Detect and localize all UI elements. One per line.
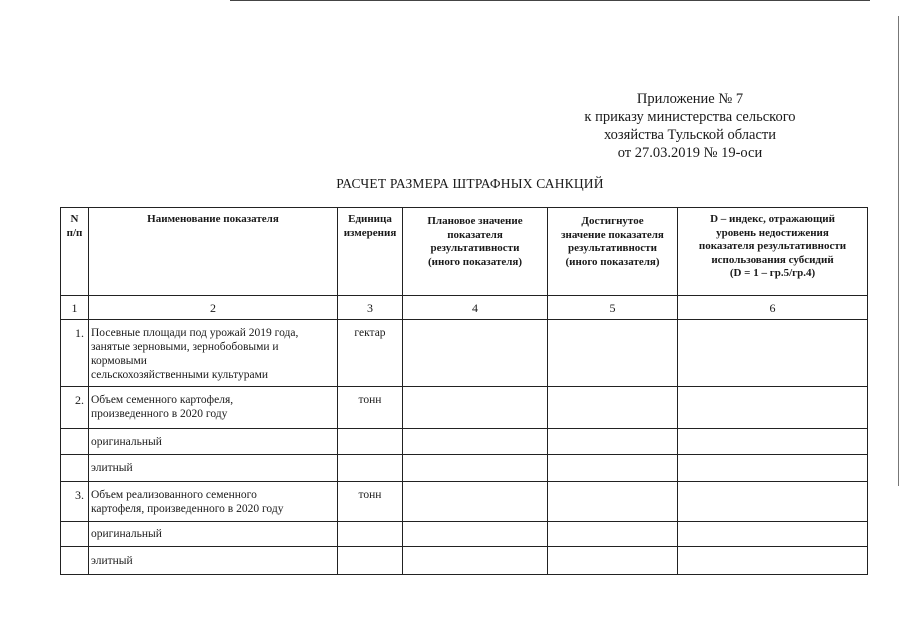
planned-value-cell [403, 429, 548, 455]
d-index-formula: (D = 1 – гр.5/гр.4) [729, 267, 816, 279]
header-achieved-value: Достигнутое значение показателя результативности (иного показателя) [548, 208, 678, 296]
indicator-name: оригинальный [89, 429, 338, 455]
row-index [61, 547, 89, 575]
row-index [61, 522, 89, 547]
planned-value-cell [403, 522, 548, 547]
planned-value-cell [403, 455, 548, 482]
planned-value-cell [403, 387, 548, 429]
achieved-value-cell [548, 522, 678, 547]
planned-value-cell [403, 320, 548, 387]
indicator-name: Объем реализованного семенного картофеля, произведенного в 2020 году [89, 482, 338, 522]
row-index [61, 429, 89, 455]
scan-border-top [230, 0, 870, 1]
header-unit: Единица измерения [338, 208, 403, 296]
unit-cell [338, 522, 403, 547]
appendix-date-line: от 27.03.2019 № 19-оси [617, 145, 763, 161]
header-d-index: D – индекс, отражающий уровень недостижения показателя результативности использования субсидий (D = 1 – гр.5/гр.4) [678, 208, 868, 296]
d-index-cell [678, 320, 868, 387]
unit-cell [338, 429, 403, 455]
unit-cell: тонн [338, 387, 403, 429]
indicator-name: элитный [89, 455, 338, 482]
unit-cell: тонн [338, 482, 403, 522]
row-index: 1. [61, 320, 89, 387]
table-header-row [61, 208, 868, 296]
unit-cell [338, 547, 403, 575]
appendix-number: Приложение № 7 [636, 91, 744, 107]
row-index: 3. [61, 482, 89, 522]
row-index: 2. [61, 387, 89, 429]
indicator-name: Посевные площади под урожай 2019 года, занятые зерновыми, зернобобовыми и кормовыми сельскохозяйственными культурами [89, 320, 338, 387]
column-number: 5 [548, 296, 678, 320]
column-number: 2 [89, 296, 338, 320]
penalty-calculation-table [60, 207, 868, 575]
unit-cell: гектар [338, 320, 403, 387]
column-number: 1 [61, 296, 89, 320]
table-row [61, 320, 868, 387]
table-row [61, 455, 868, 482]
table-row [61, 522, 868, 547]
indicator-name: Объем семенного картофеля, произведенного в 2020 году [89, 387, 338, 429]
unit-cell [338, 455, 403, 482]
achieved-value-cell [548, 547, 678, 575]
column-number: 3 [338, 296, 403, 320]
d-index-cell [678, 482, 868, 522]
appendix-ministry-line: хозяйства Тульской области [603, 127, 777, 143]
table-row [61, 429, 868, 455]
table-row [61, 547, 868, 575]
achieved-value-cell [548, 455, 678, 482]
achieved-value-cell [548, 387, 678, 429]
d-index-cell [678, 547, 868, 575]
header-planned-value: Плановое значение показателя результативности (иного показателя) [403, 208, 548, 296]
table-row [61, 482, 868, 522]
appendix-header [560, 90, 820, 162]
header-number: N п/п [61, 208, 89, 296]
d-index-cell [678, 455, 868, 482]
achieved-value-cell [548, 482, 678, 522]
planned-value-cell [403, 547, 548, 575]
column-number-row [61, 296, 868, 320]
d-index-cell [678, 522, 868, 547]
header-indicator-name: Наименование показателя [89, 208, 338, 296]
achieved-value-cell [548, 320, 678, 387]
document-title: РАСЧЕТ РАЗМЕРА ШТРАФНЫХ САНКЦИЙ [336, 176, 604, 191]
indicator-name: элитный [89, 547, 338, 575]
indicator-name: оригинальный [89, 522, 338, 547]
d-index-cell [678, 387, 868, 429]
column-number: 6 [678, 296, 868, 320]
achieved-value-cell [548, 429, 678, 455]
scan-border-right [898, 16, 899, 486]
d-index-cell [678, 429, 868, 455]
appendix-order-line: к приказу министерства сельского [584, 109, 796, 125]
table-row [61, 387, 868, 429]
column-number: 4 [403, 296, 548, 320]
row-index [61, 455, 89, 482]
planned-value-cell [403, 482, 548, 522]
